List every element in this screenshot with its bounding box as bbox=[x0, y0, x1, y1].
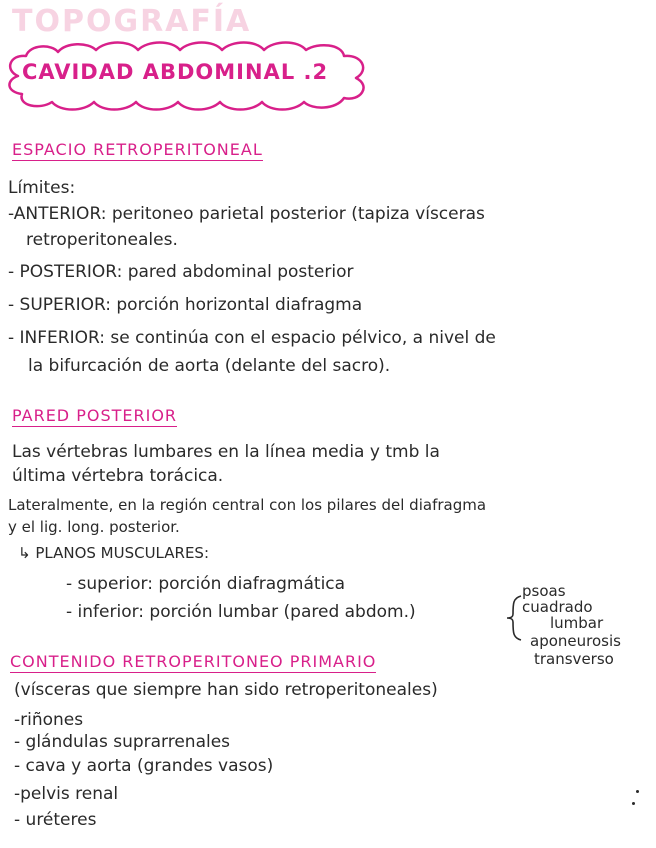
planos-musculares: ↳ PLANOS MUSCULARES: bbox=[18, 544, 209, 562]
inferior-line-2: la bifurcación de aorta (delante del sacro). bbox=[28, 356, 391, 376]
side-note-psoas: psoas bbox=[522, 582, 566, 600]
side-note-lumbar: lumbar bbox=[550, 614, 604, 632]
anterior-line-2: retroperitoneales. bbox=[26, 230, 178, 250]
posterior-line: - POSTERIOR: pared abdominal posterior bbox=[8, 262, 354, 282]
brace-icon bbox=[505, 594, 523, 642]
section-title-pared-posterior: PARED POSTERIOR bbox=[12, 406, 178, 425]
superior-line: - SUPERIOR: porción horizontal diafragma bbox=[8, 295, 363, 315]
stray-mark bbox=[636, 790, 639, 793]
side-note-aponeurosis: aponeurosis bbox=[530, 632, 621, 650]
stray-mark bbox=[632, 802, 635, 805]
watermark-topografia: TOPOGRAFÍA bbox=[12, 4, 252, 39]
list-item: -pelvis renal bbox=[14, 784, 119, 804]
pared-line-2: última vértebra torácica. bbox=[12, 466, 224, 486]
pared-line-4: y el lig. long. posterior. bbox=[8, 518, 180, 536]
pared-line-1: Las vértebras lumbares en la línea media y tmb la bbox=[12, 442, 440, 462]
inferior-line-1: - INFERIOR: se continúa con el espacio pélvico, a nivel de bbox=[8, 328, 496, 348]
list-item: -riñones bbox=[14, 710, 84, 730]
list-item: - cava y aorta (grandes vasos) bbox=[14, 756, 274, 776]
plano-superior: - superior: porción diafragmática bbox=[66, 574, 346, 594]
side-note-transverso: transverso bbox=[534, 650, 614, 668]
limites-label: Límites: bbox=[8, 178, 76, 198]
pared-line-3: Lateralmente, en la región central con los pilares del diafragma bbox=[8, 496, 487, 514]
list-item: - glándulas suprarrenales bbox=[14, 732, 231, 752]
side-note-cuadrado: cuadrado bbox=[522, 598, 593, 616]
list-item: - uréteres bbox=[14, 810, 97, 830]
section-title-espacio-retroperitoneal: ESPACIO RETROPERITONEAL bbox=[12, 140, 263, 159]
section-title-contenido-retroperitoneo: CONTENIDO RETROPERITONEO PRIMARIO bbox=[10, 652, 377, 671]
plano-inferior: - inferior: porción lumbar (pared abdom.) bbox=[66, 602, 416, 622]
anterior-line-1: -ANTERIOR: peritoneo parietal posterior (tapiza vísceras bbox=[8, 204, 485, 224]
contenido-intro: (vísceras que siempre han sido retroperitoneales) bbox=[14, 680, 438, 700]
page-title: CAVIDAD ABDOMINAL .2 bbox=[22, 60, 329, 84]
